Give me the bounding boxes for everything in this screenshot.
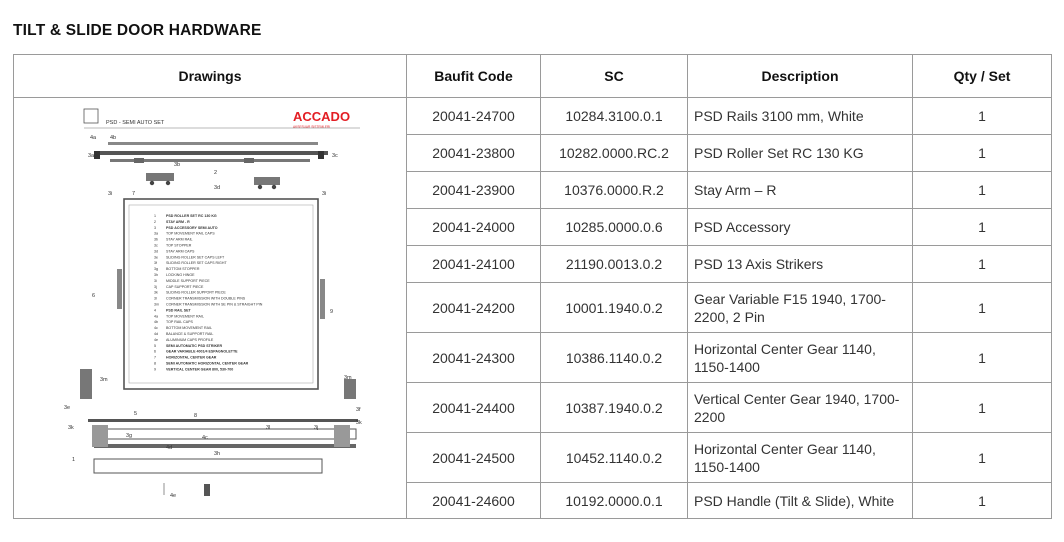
cell-baufit-code: 20041-23900	[407, 172, 541, 209]
legend-item-text: SEMI AUTOMATIC HORIZONTAL CENTER GEAR	[166, 361, 249, 366]
cell-baufit-code: 20041-23800	[407, 135, 541, 172]
cell-qty: 1	[913, 383, 1052, 433]
legend-item-number: 4	[154, 308, 156, 313]
drawing-callout-label: 4e	[170, 493, 177, 499]
cell-sc: 10376.0000.R.2	[541, 172, 688, 209]
drawing-callout-label: 3l	[266, 425, 271, 431]
cell-sc: 21190.0013.0.2	[541, 246, 688, 283]
drawing-callout-label: 3m	[100, 377, 108, 383]
legend-item-number: 4d	[154, 332, 158, 336]
legend-item-text: CORNER TRANSMISSION WITH DOUBLE PINS	[166, 296, 246, 301]
legend-item-number: 3h	[154, 273, 158, 277]
drawing-logo-box	[84, 109, 98, 123]
legend-item-number: 3c	[154, 243, 158, 248]
drawing-callout-label: 3a	[88, 153, 95, 159]
legend-item-number: 3i	[154, 278, 157, 283]
drawing-header-label: PSD - SEMI AUTO SET	[106, 120, 165, 126]
cell-sc: 10386.1140.0.2	[541, 333, 688, 383]
column-header-description: Description	[688, 55, 913, 98]
cell-qty: 1	[913, 433, 1052, 483]
legend-item-text: VERTICAL CENTER GEAR 800, 530-700	[166, 367, 234, 372]
legend-item-text: SEMI AUTOMATIC PSD STRIKER	[166, 343, 223, 348]
drawing-callout-label: 4d	[166, 445, 173, 451]
cell-description: PSD Accessory	[688, 209, 913, 246]
legend-item-number: 2	[154, 219, 156, 224]
legend-item-text: BOTTOM STOPPER	[166, 267, 200, 272]
legend-item-text: TOP STOPPER	[166, 243, 192, 248]
legend-item-text: TOP MOVEMENT RAIL	[166, 314, 204, 319]
legend-item-text: ALUMINIUM CAPS PROFILE	[166, 337, 214, 342]
cell-qty: 1	[913, 209, 1052, 246]
column-header-baufit-code: Baufit Code	[407, 55, 541, 98]
cell-baufit-code: 20041-24000	[407, 209, 541, 246]
cell-description: Horizontal Center Gear 1140, 1150-1400	[688, 433, 913, 483]
drawing-callout-label: 4a	[90, 135, 97, 141]
legend-item-text: CORNER TRANSMISSION WITH SE PIN & STRAIGHT PIN	[166, 302, 263, 307]
drawing-callout-label: 3d	[214, 185, 221, 191]
hardware-table	[13, 54, 1052, 519]
legend-item-number: 3b	[154, 237, 158, 242]
drawing-callout-label: 3j	[314, 425, 319, 431]
legend-item-number: 3m	[154, 302, 159, 307]
table-row	[14, 98, 1052, 135]
cell-baufit-code: 20041-24300	[407, 333, 541, 383]
cell-description: Stay Arm – R	[688, 172, 913, 209]
cell-qty: 1	[913, 283, 1052, 333]
drawing-callout-label: 6	[92, 293, 96, 299]
cell-baufit-code: 20041-24200	[407, 283, 541, 333]
legend-item-text: BALANCE & SUPPORT RAIL	[166, 332, 214, 336]
legend-item-number: 5	[154, 343, 156, 348]
drawing-callout-label: 3c	[332, 153, 338, 159]
cell-sc: 10284.3100.0.1	[541, 98, 688, 135]
cell-qty: 1	[913, 333, 1052, 383]
column-header-sc: SC	[541, 55, 688, 98]
legend-item-number: 3d	[154, 249, 158, 254]
cell-baufit-code: 20041-24700	[407, 98, 541, 135]
legend-item-text: MIDDLE SUPPORT PIECE	[166, 278, 210, 283]
drawing-callout-label: 5	[134, 411, 138, 417]
cell-baufit-code: 20041-24100	[407, 246, 541, 283]
legend-item-text: PSD ACCESSORY SEMI AUTO	[166, 225, 218, 230]
drawing-callout-label: 4b	[110, 135, 117, 141]
cell-sc: 10282.0000.RC.2	[541, 135, 688, 172]
column-header-qty: Qty / Set	[913, 55, 1052, 98]
legend-item-number: 3g	[154, 267, 158, 272]
legend-item-text: SLIDING ROLLER SET CAPS RIGHT	[166, 261, 227, 266]
legend-item-number: 4c	[154, 326, 158, 331]
legend-item-text: BOTTOM MOVEMENT RAIL	[166, 326, 212, 331]
legend-item-text: STAY ARM RAIL	[166, 237, 193, 242]
drawing-callout-label: 9	[330, 309, 334, 315]
legend-item-text: PSD RAIL SET	[166, 308, 191, 313]
legend-item-text: CAP SUPPORT PIECE	[166, 284, 204, 289]
accado-logo-subtitle: AKSESUAR SISTEMLERI	[293, 125, 331, 129]
cell-qty: 1	[913, 246, 1052, 283]
table-header-row	[14, 55, 1052, 98]
drawing-callout-label: 3h	[214, 451, 221, 457]
legend-item-number: 1	[154, 214, 156, 218]
drawing-legend	[154, 214, 263, 371]
legend-item-text: STAY ARM CAPS	[166, 249, 195, 254]
drawing-callout-label: 3b	[174, 162, 181, 168]
drawing-callout-label: 3i	[322, 191, 327, 197]
legend-item-number: 3l	[154, 296, 157, 301]
drawing-callout-label: 3k	[356, 420, 362, 426]
drawing-callout-label: 8	[194, 413, 198, 419]
drawing-callout-label: 3m	[344, 375, 352, 381]
page-title: TILT & SLIDE DOOR HARDWARE	[13, 22, 262, 39]
drawing-callout-label: 2	[214, 170, 218, 176]
legend-item-number: 8	[154, 361, 156, 366]
legend-item-number: 9	[154, 367, 156, 372]
drawing-callout-label: 1	[72, 457, 76, 463]
cell-description: Gear Variable F15 1940, 1700-2200, 2 Pin	[688, 283, 913, 333]
legend-item-text: TOP RAIL CAPS	[166, 320, 193, 325]
drawing-callout-label: 3f	[356, 407, 361, 413]
cell-qty: 1	[913, 172, 1052, 209]
cell-qty: 1	[913, 98, 1052, 135]
cell-description: Vertical Center Gear 1940, 1700-2200	[688, 383, 913, 433]
cell-sc: 10192.0000.0.1	[541, 483, 688, 519]
drawing-callout-label: 3i	[108, 191, 113, 197]
cell-sc: 10001.1940.0.2	[541, 283, 688, 333]
legend-item-number: 4a	[154, 314, 158, 319]
cell-description: PSD Roller Set RC 130 KG	[688, 135, 913, 172]
cell-sc: 10452.1140.0.2	[541, 433, 688, 483]
legend-item-number: 3e	[154, 255, 158, 260]
drawing-callout-label: 3g	[126, 433, 133, 439]
legend-item-number: 7	[154, 355, 156, 360]
cell-sc: 10285.0000.0.6	[541, 209, 688, 246]
legend-item-number: 4b	[154, 320, 158, 325]
cell-sc: 10387.1940.0.2	[541, 383, 688, 433]
legend-item-number: 3k	[154, 290, 158, 295]
drawing-callout-label: 4c	[202, 435, 208, 441]
column-header-drawings: Drawings	[14, 55, 407, 98]
cell-description: Horizontal Center Gear 1140, 1150-1400	[688, 333, 913, 383]
legend-item-text: SLIDING ROLLER SUPPORT PIECE	[166, 290, 226, 295]
cell-baufit-code: 20041-24400	[407, 383, 541, 433]
legend-item-text: GEAR VARIABLE 4001/4 ESPAGNOLETTE	[166, 349, 238, 354]
cell-description: PSD Rails 3100 mm, White	[688, 98, 913, 135]
legend-item-text: PSD ROLLER SET RC 130 KG	[166, 214, 217, 218]
drawing-callout-label: 3k	[68, 425, 74, 431]
cell-qty: 1	[913, 135, 1052, 172]
legend-item-number: 3	[154, 225, 156, 230]
cell-baufit-code: 20041-24600	[407, 483, 541, 519]
drawing-callout-label: 7	[132, 191, 136, 197]
legend-item-number: 6	[154, 349, 156, 354]
cell-description: PSD 13 Axis Strikers	[688, 246, 913, 283]
legend-item-number: 3f	[154, 261, 157, 266]
legend-item-number: 3a	[154, 231, 158, 236]
legend-item-text: STAY ARM - R	[166, 219, 190, 224]
legend-item-number: 3j	[154, 284, 157, 289]
drawing-cell	[14, 98, 407, 519]
legend-item-number: 4e	[154, 337, 158, 342]
drawing-callout-label: 3e	[64, 405, 71, 411]
cell-baufit-code: 20041-24500	[407, 433, 541, 483]
legend-item-text: SLIDING ROLLER SET CAPS LEFT	[166, 255, 225, 260]
accado-logo: ACCADO	[293, 109, 351, 124]
cell-description: PSD Handle (Tilt & Slide), White	[688, 483, 913, 519]
legend-item-text: TOP MOVEMENT RAIL CAPS	[166, 231, 215, 236]
cell-qty: 1	[913, 483, 1052, 519]
legend-item-text: LOCKING HINGE	[166, 273, 195, 277]
legend-item-text: HORIZONTAL CENTER GEAR	[166, 355, 217, 360]
hardware-assembly-drawing	[14, 99, 406, 517]
